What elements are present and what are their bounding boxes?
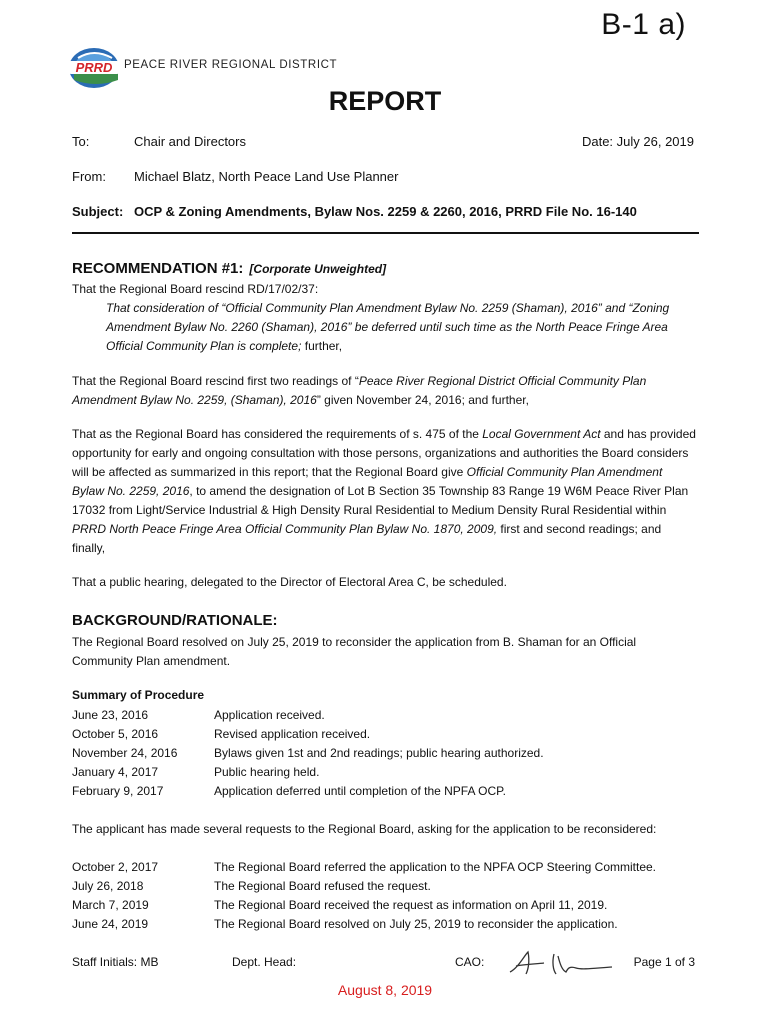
request-event: The Regional Board resolved on July 25, 2019 to reconsider the application. <box>214 917 618 931</box>
request-date: October 2, 2017 <box>72 860 159 874</box>
procedure-date: June 23, 2016 <box>72 708 149 722</box>
procedure-event: Bylaws given 1st and 2nd readings; public hearing authorized. <box>214 746 544 760</box>
cao-signature <box>506 948 616 978</box>
page-number: Page 1 of 3 <box>633 955 695 969</box>
recommendation-tag: [Corporate Unweighted] <box>249 262 387 276</box>
report-date: Date: July 26, 2019 <box>581 134 694 149</box>
procedure-row <box>72 706 699 725</box>
logo-text: PRRD <box>75 60 113 75</box>
from-label: From: <box>72 169 106 184</box>
recommendation-heading <box>72 260 386 277</box>
procedure-row <box>72 744 699 763</box>
p2-bylaw-title: Peace River Regional District Official Community Plan Amendment Bylaw No. 2259, (Shaman), 2016 <box>72 374 647 407</box>
recommendation-heading-text: RECOMMENDATION #1: <box>72 260 244 277</box>
request-row <box>72 858 699 877</box>
procedure-event: Public hearing held. <box>214 765 320 779</box>
background-paragraph-1: The Regional Board resolved on July 25, 2019 to reconsider the application from B. Shaman for an Official Community Plan amendment. <box>72 635 637 668</box>
p3-ocp-title: PRRD North Peace Fringe Area Official Community Plan Bylaw No. 1870, 2009, <box>72 522 498 536</box>
quote-text: That consideration of “Official Community Plan Amendment Bylaw No. 2259 (Shaman), 2016” and “Zoning Amendment Bylaw No. 2260 (Shaman), 2016” be deferred until such time as the North Peace Fringe Area Official Community Plan is complete; <box>106 301 670 353</box>
subject-label: Subject: <box>72 204 124 219</box>
to-value: Chair and Directors <box>134 134 246 149</box>
procedure-row <box>72 725 699 744</box>
background-paragraph-2: The applicant has made several requests to the Regional Board, asking for the application to be reconsidered: <box>72 822 657 836</box>
procedure-date: October 5, 2016 <box>72 727 159 741</box>
p3-act-title: Local Government Act <box>482 427 601 441</box>
recommendation-paragraph-2 <box>72 372 697 410</box>
request-event: The Regional Board referred the application to the NPFA OCP Steering Committee. <box>214 860 657 874</box>
dept-head-label: Dept. Head: <box>232 955 297 969</box>
request-event: The Regional Board refused the request. <box>214 879 431 893</box>
report-title: REPORT <box>328 86 442 116</box>
p3-text-c: and has provided opportunity for early and ongoing consultation with those persons, organizations and authorities the Board considers will be affected as summarized in this report; that the Regional Board give <box>72 427 696 479</box>
quote-tail: further, <box>301 339 343 353</box>
rescinded-resolution-quote <box>106 299 699 356</box>
procedure-row <box>72 782 699 801</box>
procedure-row <box>72 763 699 782</box>
procedure-event: Application received. <box>214 708 325 722</box>
procedure-date: November 24, 2016 <box>72 746 178 760</box>
background-heading: BACKGROUND/RATIONALE: <box>72 612 278 629</box>
received-date-stamp: August 8, 2019 <box>337 982 433 998</box>
subject-line <box>72 204 637 219</box>
request-row <box>72 915 699 934</box>
recommendation-paragraph-3 <box>72 425 697 558</box>
recommendation-paragraph-4: That a public hearing, delegated to the Director of Electoral Area C, be scheduled. <box>72 575 507 589</box>
request-date: July 26, 2018 <box>72 879 144 893</box>
summary-heading: Summary of Procedure <box>72 688 205 702</box>
p2-text-a: That the Regional Board rescind first two readings of “ <box>72 374 359 388</box>
procedure-event: Application deferred until completion of the NPFA OCP. <box>214 784 506 798</box>
request-date: June 24, 2019 <box>72 917 149 931</box>
p3-bylaw-title: Official Community Plan Amendment Bylaw No. 2259, 2016 <box>72 465 663 498</box>
recommendation-intro: That the Regional Board rescind RD/17/02/37: <box>72 282 319 296</box>
request-row <box>72 896 699 915</box>
subject-value: OCP & Zoning Amendments, Bylaw Nos. 2259 & 2260, 2016, PRRD File No. 16-140 <box>134 204 637 219</box>
prrd-logo <box>66 44 122 90</box>
organization-name: PEACE RIVER REGIONAL DISTRICT <box>124 59 338 71</box>
from-value: Michael Blatz, North Peace Land Use Planner <box>134 169 399 184</box>
header-divider <box>72 232 699 234</box>
request-row <box>72 877 699 896</box>
cao-label: CAO: <box>455 955 485 969</box>
procedure-date: February 9, 2017 <box>72 784 164 798</box>
to-label: To: <box>72 134 90 149</box>
staff-initials: Staff Initials: MB <box>72 955 159 969</box>
p2-text-c: ” given November 24, 2016; and further, <box>316 393 529 407</box>
procedure-date: January 4, 2017 <box>72 765 159 779</box>
document-code-label: B-1 a) <box>601 8 686 41</box>
p3-text-g: first and second readings; and finally, <box>72 522 662 555</box>
p3-text-a: That as the Regional Board has considered the requirements of s. 475 of the <box>72 427 483 441</box>
p3-text-e: , to amend the designation of Lot B Section 35 Township 83 Range 19 W6M Peace River Plan 17032 from Light/Service Industrial & High Density Rural Residential to Medium Density Rural Residential within <box>72 484 689 517</box>
request-date: March 7, 2019 <box>72 898 149 912</box>
procedure-event: Revised application received. <box>214 727 371 741</box>
request-event: The Regional Board received the request as information on April 11, 2019. <box>214 898 608 912</box>
